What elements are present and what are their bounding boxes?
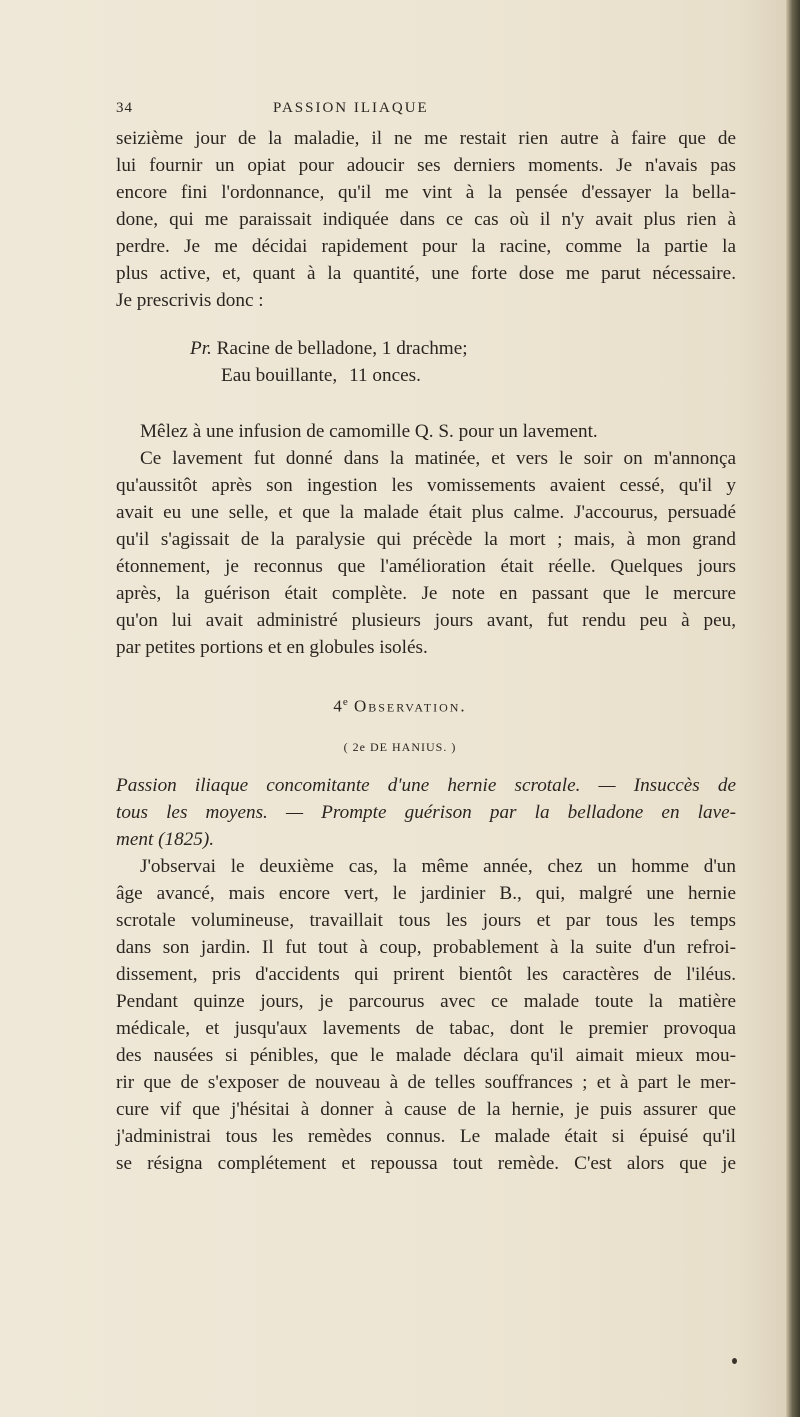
- observation-heading: [0, 696, 800, 717]
- text-line: perdre. Je me décidai rapidement pour la racine, comme la partie la: [116, 236, 736, 257]
- page-number: 34: [116, 100, 133, 116]
- text-line: rir que de s'exposer de nouveau à de telles souffrances ; et à part le mer-: [116, 1072, 736, 1093]
- prescription-dose-2: 11 onces.: [349, 365, 421, 386]
- text-line: J'observai le deuxième cas, la même année, chez un homme d'un: [140, 856, 736, 877]
- text-line: scrotale volumineuse, travaillait tous les jours et par tous les temps: [116, 910, 736, 931]
- prescription-item-1: Racine de belladone, 1 drachme;: [216, 338, 468, 359]
- paragraph-2: [116, 418, 736, 661]
- prescription-item-2: Eau bouillante,: [221, 365, 338, 386]
- observation-title: Observation.: [353, 696, 467, 716]
- text-line: cure vif que j'hésitai à donner à cause de la hernie, je puis assurer que: [116, 1099, 736, 1120]
- observation-subtitle: ( 2e DE HANIUS. ): [343, 740, 457, 754]
- text-line: j'administrai tous les remèdes connus. Le malade était si épuisé qu'il: [116, 1126, 736, 1147]
- observation-superscript: e: [342, 696, 349, 708]
- prescription: [190, 335, 468, 389]
- ink-dot: [732, 1358, 737, 1364]
- text-line: qu'on lui avait administré plusieurs jours avant, fut rendu peu à peu,: [116, 610, 736, 631]
- page-header: [0, 100, 800, 122]
- text-line: étonnement, je reconnus que l'amélioration était réelle. Quelques jours: [116, 556, 736, 577]
- case-title-line: ment (1825).: [116, 829, 215, 850]
- text-line: après, la guérison était complète. Je note en passant que le mercure: [116, 583, 736, 604]
- text-line: dans son jardin. Il fut tout à coup, probablement à la suite d'un refroi-: [116, 937, 736, 958]
- text-line: done, qui me paraissait indiquée dans ce cas où il n'y avait plus rien à: [116, 209, 736, 230]
- text-line: Ce lavement fut donné dans la matinée, et vers le soir on m'annonça: [140, 448, 736, 469]
- paragraph-1: [116, 125, 736, 314]
- text-line: plus active, et, quant à la quantité, une forte dose me parut nécessaire.: [116, 263, 736, 284]
- text-line: avait eu une selle, et que la malade était plus calme. J'accourus, persuadé: [116, 502, 736, 523]
- text-line: Je prescrivis donc :: [116, 290, 264, 311]
- paragraph-3: [116, 853, 736, 1177]
- text-line: se résigna complétement et repoussa tout remède. C'est alors que je: [116, 1153, 736, 1174]
- text-line: qu'il s'agissait de la paralysie qui précède la mort ; mais, à mon grand: [116, 529, 736, 550]
- case-title-line: tous les moyens. — Prompte guérison par la belladone en lave-: [116, 802, 736, 823]
- text-line: Pendant quinze jours, je parcourus avec ce malade toute la matière: [116, 991, 736, 1012]
- text-line: seizième jour de la maladie, il ne me restait rien autre à faire que de: [116, 128, 736, 149]
- text-line: encore fini l'ordonnance, qu'il me vint à la pensée d'essayer la bella-: [116, 182, 736, 203]
- prescription-line-2: [190, 362, 468, 389]
- text-line: âge avancé, mais encore vert, le jardinier B., qui, malgré une hernie: [116, 883, 736, 904]
- text-line: lui fournir un opiat pour adoucir ses derniers moments. Je n'avais pas: [116, 155, 736, 176]
- prescription-line-1: [190, 335, 468, 362]
- case-title-line: Passion iliaque concomitante d'une hernie scrotale. — Insuccès de: [116, 775, 736, 796]
- text-line: des nausées si pénibles, que le malade déclara qu'il aimait mieux mou-: [116, 1045, 736, 1066]
- text-line: par petites portions et en globules isolés.: [116, 637, 428, 658]
- observation-number: 4: [333, 696, 343, 716]
- text-line: qu'aussitôt après son ingestion les vomissements avaient cessé, qu'il y: [116, 475, 736, 496]
- running-title: PASSION ILIAQUE: [273, 100, 429, 116]
- text-line: médicale, et jusqu'aux lavements de tabac, dont le premier provoqua: [116, 1018, 736, 1039]
- case-title: [116, 772, 736, 853]
- text-line: Mêlez à une infusion de camomille Q. S. pour un lavement.: [140, 421, 598, 442]
- text-line: dissement, pris d'accidents qui prirent bientôt les caractères de l'iléus.: [116, 964, 736, 985]
- prescription-prefix: Pr.: [190, 338, 212, 359]
